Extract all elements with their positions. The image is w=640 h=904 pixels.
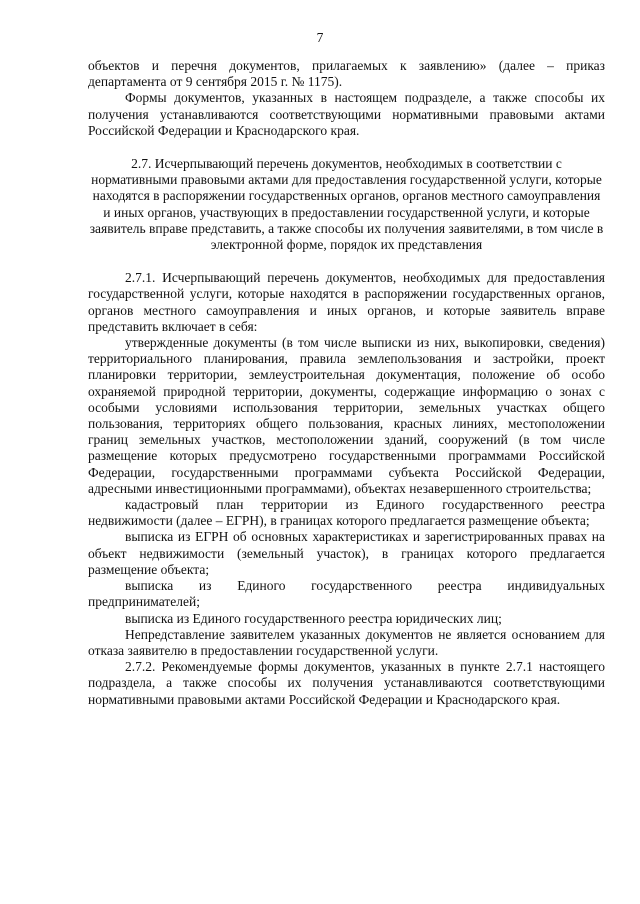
paragraph-2-7-2: 2.7.2. Рекомендуемые формы документов, указанных в пункте 2.7.1 настоящего подраздела, а также способы их получения устанавливаются соответствующими нормативными правовыми актами Российской Федерации и Краснодарского края. [88, 659, 605, 707]
paragraph-non-submission: Непредставление заявителем указанных документов не является основанием для отказа заявителю в предоставлении государственной услуги. [88, 626, 605, 658]
list-item-egrn-extract: выписка из ЕГРН об основных характеристиках и зарегистрированных правах на объект недвижимости (земельный участок), в границах которого предлагается размещение объекта; [88, 529, 605, 577]
paragraph-2-7-1: 2.7.1. Исчерпывающий перечень документов, необходимых для предоставления государственной услуги, которые находятся в распоряжении государственных органов, органов местного самоуправления и иных органов, и которые заявитель вправе представить включает в себя: [88, 270, 605, 334]
list-item-egrip-extract: выписка из Единого государственного реестра индивидуальных предпринимателей; [88, 578, 605, 610]
paragraph-continuation: объектов и перечня документов, прилагаемых к заявлению» (далее – приказ департамента от 9 сентября 2015 г. № 1175). [88, 58, 605, 90]
list-item-egrul-extract: выписка из Единого государственного реестра юридических лиц; [125, 610, 502, 626]
document-body [88, 58, 605, 708]
section-heading-2-7: 2.7. Исчерпывающий перечень документов, необходимых в соответствии с нормативными правовыми актами для предоставления государственной услуги, которые находятся в распоряжении государственных органов, органов местного самоуправления и иных органов, участвующих в предоставлении государственной услуги, и которые заявитель вправе представить, а также способы их получения заявителями, в том числе в электронной форме, порядок их представления [89, 156, 604, 253]
paragraph-forms-note: Формы документов, указанных в настоящем подразделе, а также способы их получения устанавливаются соответствующими нормативными правовыми актами Российской Федерации и Краснодарского края. [88, 90, 605, 138]
page-number: 7 [316, 30, 324, 45]
list-item-cadastral-plan: кадастровый план территории из Единого государственного реестра недвижимости (далее – ЕГРН), в границах которого предлагается размещение объекта; [88, 497, 605, 529]
list-item-approved-documents: утвержденные документы (в том числе выписки из них, выкопировки, сведения) территориального планирования, правила землепользования и застройки, проект планировки территории, землеустроительная документация, положение об особо охраняемой природной территории, документы, содержащие информацию о зонах с особыми условиями использования территории, земельных участках общего пользования, территориях общего пользования, красных линиях, местоположении границ земельных участков, местоположении зданий, сооружений (в том числе размещение которых предусмотрено государственными программами Российской Федерации, государственными программами субъекта Российской Федерации, адресными инвестиционными программами), объектах незавершенного строительства; [88, 335, 605, 496]
